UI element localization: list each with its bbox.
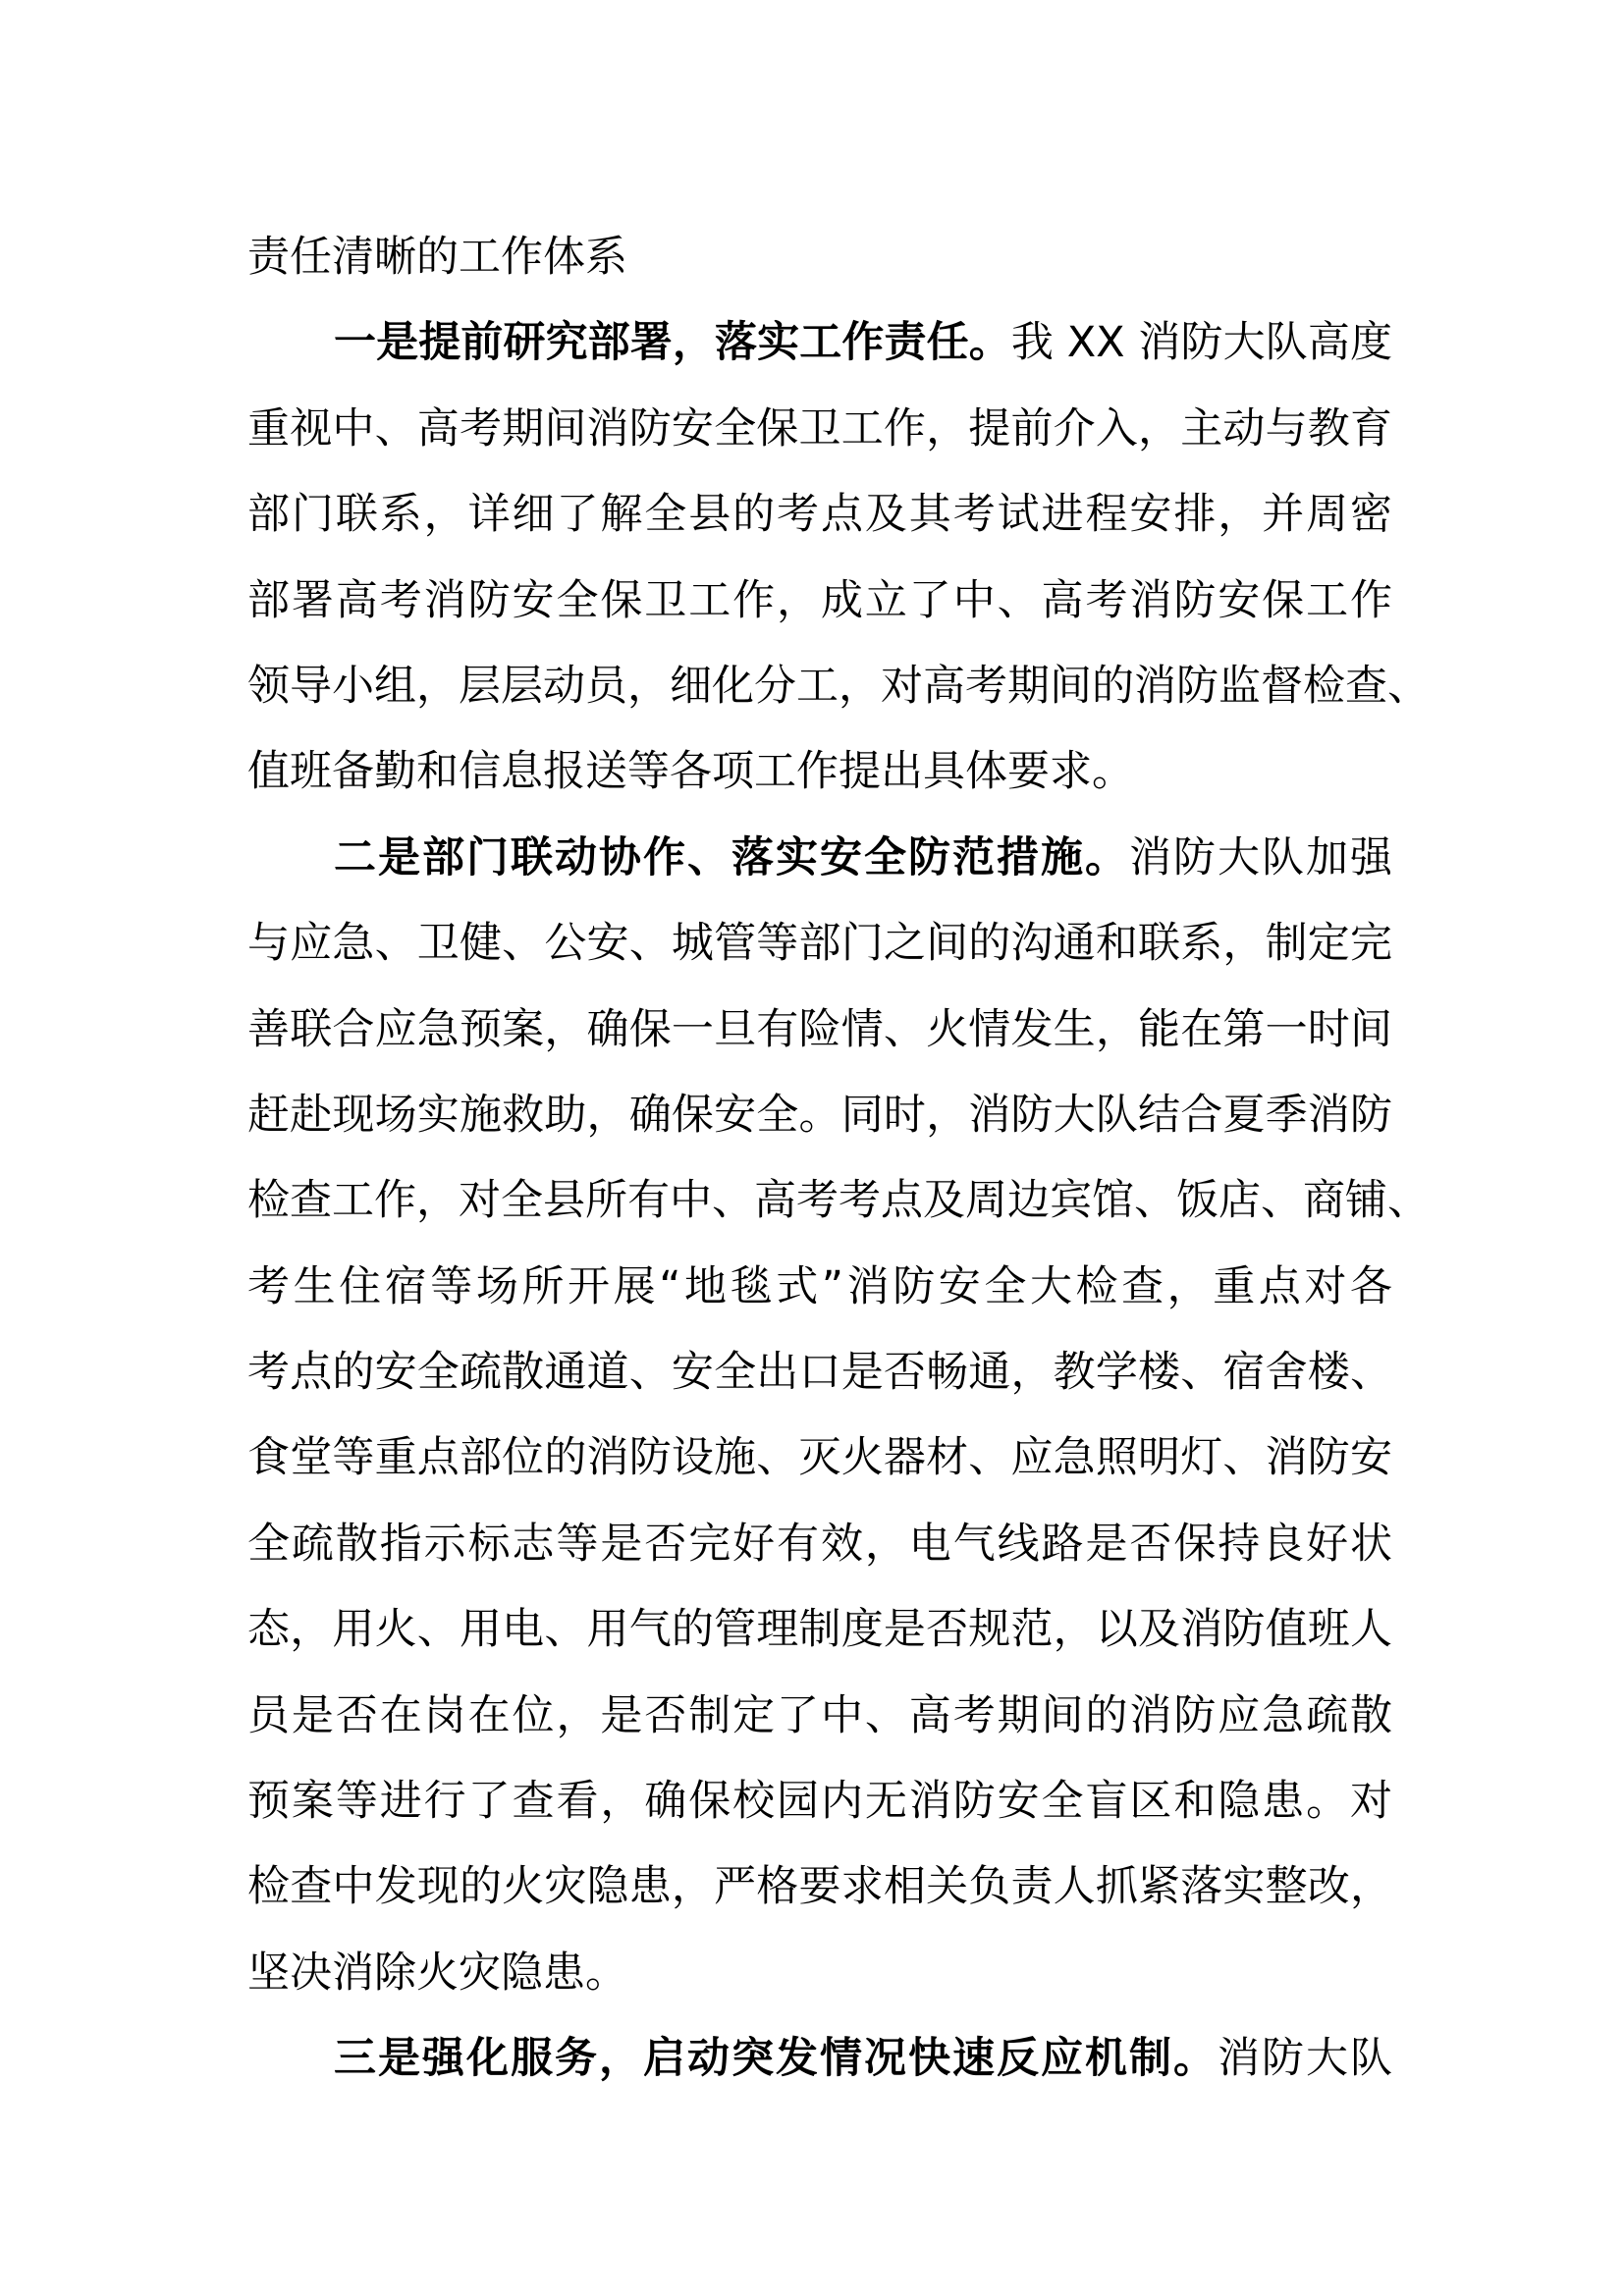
text-line — [247, 1245, 1392, 1330]
paragraph-heading: 一是提前研究部署，落实工作责任。 — [334, 318, 1011, 368]
line-text: 全疏散指示标志等是否完好有效，电气线路是否保持良好状 — [247, 1519, 1392, 1569]
document-body — [247, 215, 1430, 2103]
text-line — [247, 1587, 1392, 1673]
line-text: 责任清晰的工作体系 — [247, 233, 627, 282]
line-text: 预案等进行了查看，确保校园内无消防安全盲区和隐患。对 — [247, 1777, 1392, 1827]
text-line — [247, 559, 1392, 644]
paragraph-heading: 二是部门联动协作、落实安全防范措施。 — [334, 832, 1129, 882]
paragraph-heading: 三是强化服务，启动突发情况快速反应机制。 — [334, 2034, 1218, 2084]
paragraph-first-line — [247, 816, 1392, 901]
line-text: 我 XX 消防大队高度 — [1010, 318, 1392, 368]
line-text: 检查工作，对全县所有中、高考考点及周边宾馆、饭店、商铺、 — [247, 1176, 1430, 1226]
text-line — [247, 1502, 1392, 1587]
paragraph-first-line — [247, 2016, 1392, 2102]
text-line — [247, 901, 1392, 987]
line-text: 检查中发现的火灾隐患，严格要求相关负责人抓紧落实整改， — [247, 1862, 1392, 1912]
line-text: 食堂等重点部位的消防设施、灭火器材、应急照明灯、消防安 — [247, 1433, 1392, 1483]
text-line — [247, 988, 1392, 1073]
text-line — [247, 729, 1392, 815]
line-text: 消防大队 — [1218, 2034, 1392, 2084]
text-line — [247, 1844, 1392, 1930]
line-text: 考点的安全疏散通道、安全出口是否畅通，教学楼、宿舍楼、 — [247, 1348, 1392, 1398]
line-text: 部署高考消防安全保卫工作，成立了中、高考消防安保工作 — [247, 575, 1392, 625]
line-text: 态，用火、用电、用气的管理制度是否规范，以及消防值班人 — [247, 1605, 1392, 1655]
paragraph-first-line — [247, 300, 1392, 386]
text-line — [247, 1073, 1392, 1158]
text-line — [247, 1158, 1430, 1244]
text-line — [247, 1931, 1392, 2016]
line-text: 重视中、高考期间消防安全保卫工作，提前介入，主动与教育 — [247, 403, 1392, 454]
line-text: 领导小组，层层动员，细化分工，对高考期间的消防监督检查、 — [247, 661, 1430, 711]
line-text: 员是否在岗在位，是否制定了中、高考期间的消防应急疏散 — [247, 1690, 1392, 1740]
text-line — [247, 215, 1392, 300]
text-line — [247, 644, 1430, 729]
text-line — [247, 1674, 1392, 1759]
line-text: 消防大队加强 — [1129, 832, 1392, 882]
line-text: 值班备勤和信息报送等各项工作提出具体要求。 — [247, 747, 1134, 797]
line-text: 与应急、卫健、公安、城管等部门之间的沟通和联系，制定完 — [247, 919, 1392, 969]
text-line — [247, 472, 1392, 558]
line-text: 坚决消除火灾隐患。 — [247, 1948, 627, 1998]
line-text: 赶赴现场实施救助，确保安全。同时，消防大队结合夏季消防 — [247, 1090, 1392, 1140]
text-line — [247, 1759, 1392, 1844]
line-text: 部门联系，详细了解全县的考点及其考试进程安排，并周密 — [247, 490, 1392, 540]
text-line — [247, 1330, 1392, 1415]
line-text: 善联合应急预案，确保一旦有险情、火情发生，能在第一时间 — [247, 1004, 1392, 1054]
text-line — [247, 387, 1392, 472]
text-line — [247, 1415, 1392, 1501]
line-text: 考生住宿等场所开展“地毯式”消防安全大检查，重点对各 — [247, 1261, 1392, 1311]
